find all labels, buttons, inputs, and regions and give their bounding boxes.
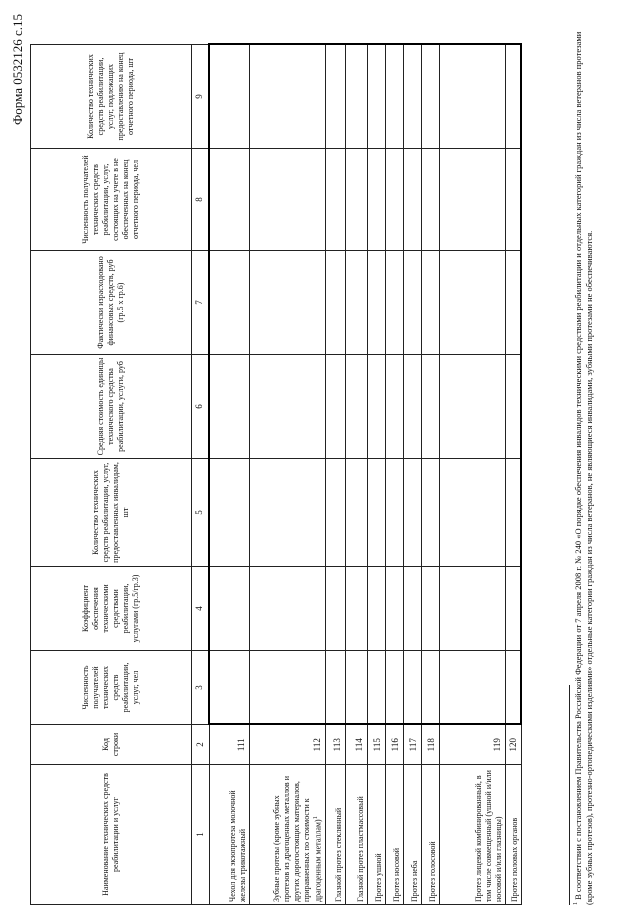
data-entry-cell[interactable] bbox=[209, 45, 249, 149]
row-name: Протез неба bbox=[409, 860, 419, 902]
header-cell: Коэффициент обеспечения техническими средствами реабилитации, услугами (гр.5/гр.3) bbox=[31, 567, 192, 651]
row-code: 112 bbox=[249, 725, 325, 765]
data-entry-cell[interactable] bbox=[367, 459, 385, 567]
row-code: 116 bbox=[385, 725, 403, 765]
row-name-cell bbox=[439, 765, 505, 905]
header-cell: Фактически израсходовано финансовых средств, руб (гр.5 х гр.6) bbox=[31, 251, 192, 355]
data-entry-cell[interactable] bbox=[421, 459, 439, 567]
row-code: 114 bbox=[345, 725, 367, 765]
data-entry-cell[interactable] bbox=[403, 355, 421, 459]
data-entry-cell[interactable] bbox=[209, 149, 249, 251]
data-entry-cell[interactable] bbox=[505, 651, 521, 725]
header-cell: Средняя стоимость единицы технического средства реабилитации, услуги, руб bbox=[31, 355, 192, 459]
row-name-cell bbox=[367, 765, 385, 905]
data-entry-cell[interactable] bbox=[367, 355, 385, 459]
data-entry-cell[interactable] bbox=[209, 459, 249, 567]
data-entry-cell[interactable] bbox=[367, 251, 385, 355]
footnote-mark: 1 bbox=[573, 902, 580, 905]
table-row bbox=[367, 45, 385, 905]
data-entry-cell[interactable] bbox=[385, 149, 403, 251]
data-entry-cell[interactable] bbox=[325, 567, 345, 651]
column-number: 3 bbox=[192, 651, 210, 725]
data-entry-cell[interactable] bbox=[439, 459, 505, 567]
data-entry-cell[interactable] bbox=[325, 651, 345, 725]
data-entry-cell[interactable] bbox=[209, 355, 249, 459]
row-name: Глазной протез стеклянный bbox=[333, 807, 343, 902]
data-entry-cell[interactable] bbox=[439, 149, 505, 251]
row-name: Чехол для экзопротеза молочной железы трикотажный bbox=[227, 790, 247, 902]
footnote bbox=[573, 25, 595, 905]
column-number: 6 bbox=[192, 355, 210, 459]
table-row bbox=[385, 45, 403, 905]
data-entry-cell[interactable] bbox=[439, 355, 505, 459]
data-entry-cell[interactable] bbox=[439, 251, 505, 355]
row-code: 117 bbox=[403, 725, 421, 765]
data-entry-cell[interactable] bbox=[439, 567, 505, 651]
table-row bbox=[249, 45, 325, 905]
data-entry-cell[interactable] bbox=[209, 567, 249, 651]
row-code: 118 bbox=[421, 725, 439, 765]
data-entry-cell[interactable] bbox=[325, 355, 345, 459]
data-entry-cell[interactable] bbox=[505, 149, 521, 251]
row-name: Протез половых органов bbox=[509, 817, 519, 902]
data-entry-cell[interactable] bbox=[345, 355, 367, 459]
data-entry-cell[interactable] bbox=[439, 45, 505, 149]
table-row bbox=[439, 45, 505, 905]
data-entry-cell[interactable] bbox=[385, 651, 403, 725]
data-entry-cell[interactable] bbox=[403, 567, 421, 651]
footnote-separator bbox=[569, 685, 570, 905]
data-entry-cell[interactable] bbox=[209, 651, 249, 725]
data-entry-cell[interactable] bbox=[209, 251, 249, 355]
data-entry-cell[interactable] bbox=[505, 459, 521, 567]
data-entry-cell[interactable] bbox=[367, 651, 385, 725]
table-row bbox=[325, 45, 345, 905]
data-entry-cell[interactable] bbox=[325, 149, 345, 251]
header-cell: Количество технических средств реабилитации, услуг, подлежащих предоставлению на конец отчетного периода, шт bbox=[31, 45, 192, 149]
row-footnote-mark: 1 bbox=[311, 816, 319, 820]
column-number: 9 bbox=[192, 45, 210, 149]
footnote-text: В соответствии с постановлением Правительства Российской Федерации от 7 апреля 2008 г. № 240 «О порядке обеспечения инвалидов техническими средствами реабилитации и отдельных категорий граждан из числа ветеранов протезами (кроме зубных протезов), протезно-ортопедическими изделиями» отдельные категории граждан из числа ветеранов, не являющиеся инвалидами, зубными протезами не обеспечиваются. bbox=[573, 31, 595, 905]
data-entry-cell[interactable] bbox=[421, 149, 439, 251]
table-row bbox=[345, 45, 367, 905]
data-entry-cell[interactable] bbox=[345, 251, 367, 355]
data-entry-cell[interactable] bbox=[385, 355, 403, 459]
data-entry-cell[interactable] bbox=[403, 651, 421, 725]
row-name-cell bbox=[505, 765, 521, 905]
data-entry-cell[interactable] bbox=[505, 567, 521, 651]
table-body bbox=[209, 45, 521, 905]
row-name: Протез голосовой bbox=[427, 841, 437, 902]
table-row bbox=[209, 45, 249, 905]
data-entry-cell[interactable] bbox=[385, 251, 403, 355]
row-name-cell bbox=[345, 765, 367, 905]
table-row bbox=[421, 45, 439, 905]
data-entry-cell[interactable] bbox=[403, 45, 421, 149]
data-entry-cell[interactable] bbox=[421, 355, 439, 459]
form-number-label: Форма 0532126 с.15 bbox=[10, 13, 25, 125]
data-entry-cell[interactable] bbox=[367, 45, 385, 149]
header-cell: Наименование технических средств реабилитации и услуг bbox=[31, 765, 192, 905]
header-cell: Численность получателей технических средств реабилитации, услуг, чел bbox=[31, 651, 192, 725]
data-entry-cell[interactable] bbox=[367, 567, 385, 651]
data-entry-cell[interactable] bbox=[403, 149, 421, 251]
row-name-cell bbox=[325, 765, 345, 905]
data-entry-cell[interactable] bbox=[439, 651, 505, 725]
header-cell: Численность получателей технических средств реабилитации, услуг, состоящих на учете в не обеспеченных на конец отчетного периода, чел bbox=[31, 149, 192, 251]
row-name-cell bbox=[385, 765, 403, 905]
row-code: 115 bbox=[367, 725, 385, 765]
data-entry-cell[interactable] bbox=[249, 149, 325, 251]
table-row bbox=[505, 45, 521, 905]
column-number: 8 bbox=[192, 149, 210, 251]
column-number: 5 bbox=[192, 459, 210, 567]
row-name-cell bbox=[403, 765, 421, 905]
data-entry-cell[interactable] bbox=[345, 459, 367, 567]
row-name-cell bbox=[421, 765, 439, 905]
data-entry-cell[interactable] bbox=[345, 651, 367, 725]
header-row bbox=[31, 45, 192, 905]
data-entry-cell[interactable] bbox=[249, 567, 325, 651]
row-name: Глазной протез пластмассовый bbox=[355, 796, 365, 902]
row-name: Протез лицевой комбинированный, в том числе совмещенный (ушной и/или носовой и/или глазницы) bbox=[473, 770, 503, 902]
table-row bbox=[403, 45, 421, 905]
data-entry-cell[interactable] bbox=[345, 567, 367, 651]
header-cell: Количество технических средств реабилитации, услуг, предоставленных инвалидам, шт bbox=[31, 459, 192, 567]
data-entry-cell[interactable] bbox=[367, 149, 385, 251]
data-entry-cell[interactable] bbox=[325, 251, 345, 355]
row-code: 119 bbox=[439, 725, 505, 765]
data-entry-cell[interactable] bbox=[325, 459, 345, 567]
data-entry-cell[interactable] bbox=[505, 45, 521, 149]
row-name-cell bbox=[249, 765, 325, 905]
data-entry-cell[interactable] bbox=[385, 45, 403, 149]
data-entry-cell[interactable] bbox=[345, 45, 367, 149]
column-number: 2 bbox=[192, 725, 210, 765]
row-name: Зубные протезы (кроме зубных протезов из драгоценных металлов и других дорогостоящих материалов, приравненных по стоимости к драгоценным металлам) bbox=[271, 776, 323, 902]
row-name: Протез носовой bbox=[391, 847, 401, 902]
data-entry-cell[interactable] bbox=[345, 149, 367, 251]
row-name-cell bbox=[209, 765, 249, 905]
column-number: 1 bbox=[192, 765, 210, 905]
data-entry-cell[interactable] bbox=[505, 355, 521, 459]
data-entry-cell[interactable] bbox=[385, 459, 403, 567]
data-entry-cell[interactable] bbox=[403, 251, 421, 355]
column-number: 7 bbox=[192, 251, 210, 355]
data-entry-cell[interactable] bbox=[421, 45, 439, 149]
header-cell: Код строки bbox=[31, 725, 192, 765]
data-entry-cell[interactable] bbox=[385, 567, 403, 651]
row-code: 113 bbox=[325, 725, 345, 765]
data-entry-cell[interactable] bbox=[249, 45, 325, 149]
data-entry-cell[interactable] bbox=[505, 251, 521, 355]
data-entry-cell[interactable] bbox=[249, 355, 325, 459]
data-entry-cell[interactable] bbox=[421, 251, 439, 355]
data-entry-cell[interactable] bbox=[249, 651, 325, 725]
row-code: 120 bbox=[505, 725, 521, 765]
data-entry-cell[interactable] bbox=[325, 45, 345, 149]
data-entry-cell[interactable] bbox=[421, 567, 439, 651]
column-number: 4 bbox=[192, 567, 210, 651]
column-number-row bbox=[192, 45, 210, 905]
row-code: 111 bbox=[209, 725, 249, 765]
tsr-provision-table bbox=[30, 44, 522, 905]
data-entry-cell[interactable] bbox=[249, 459, 325, 567]
data-entry-cell[interactable] bbox=[249, 251, 325, 355]
row-name: Протез ушной bbox=[373, 853, 383, 902]
data-entry-cell[interactable] bbox=[403, 459, 421, 567]
data-entry-cell[interactable] bbox=[421, 651, 439, 725]
